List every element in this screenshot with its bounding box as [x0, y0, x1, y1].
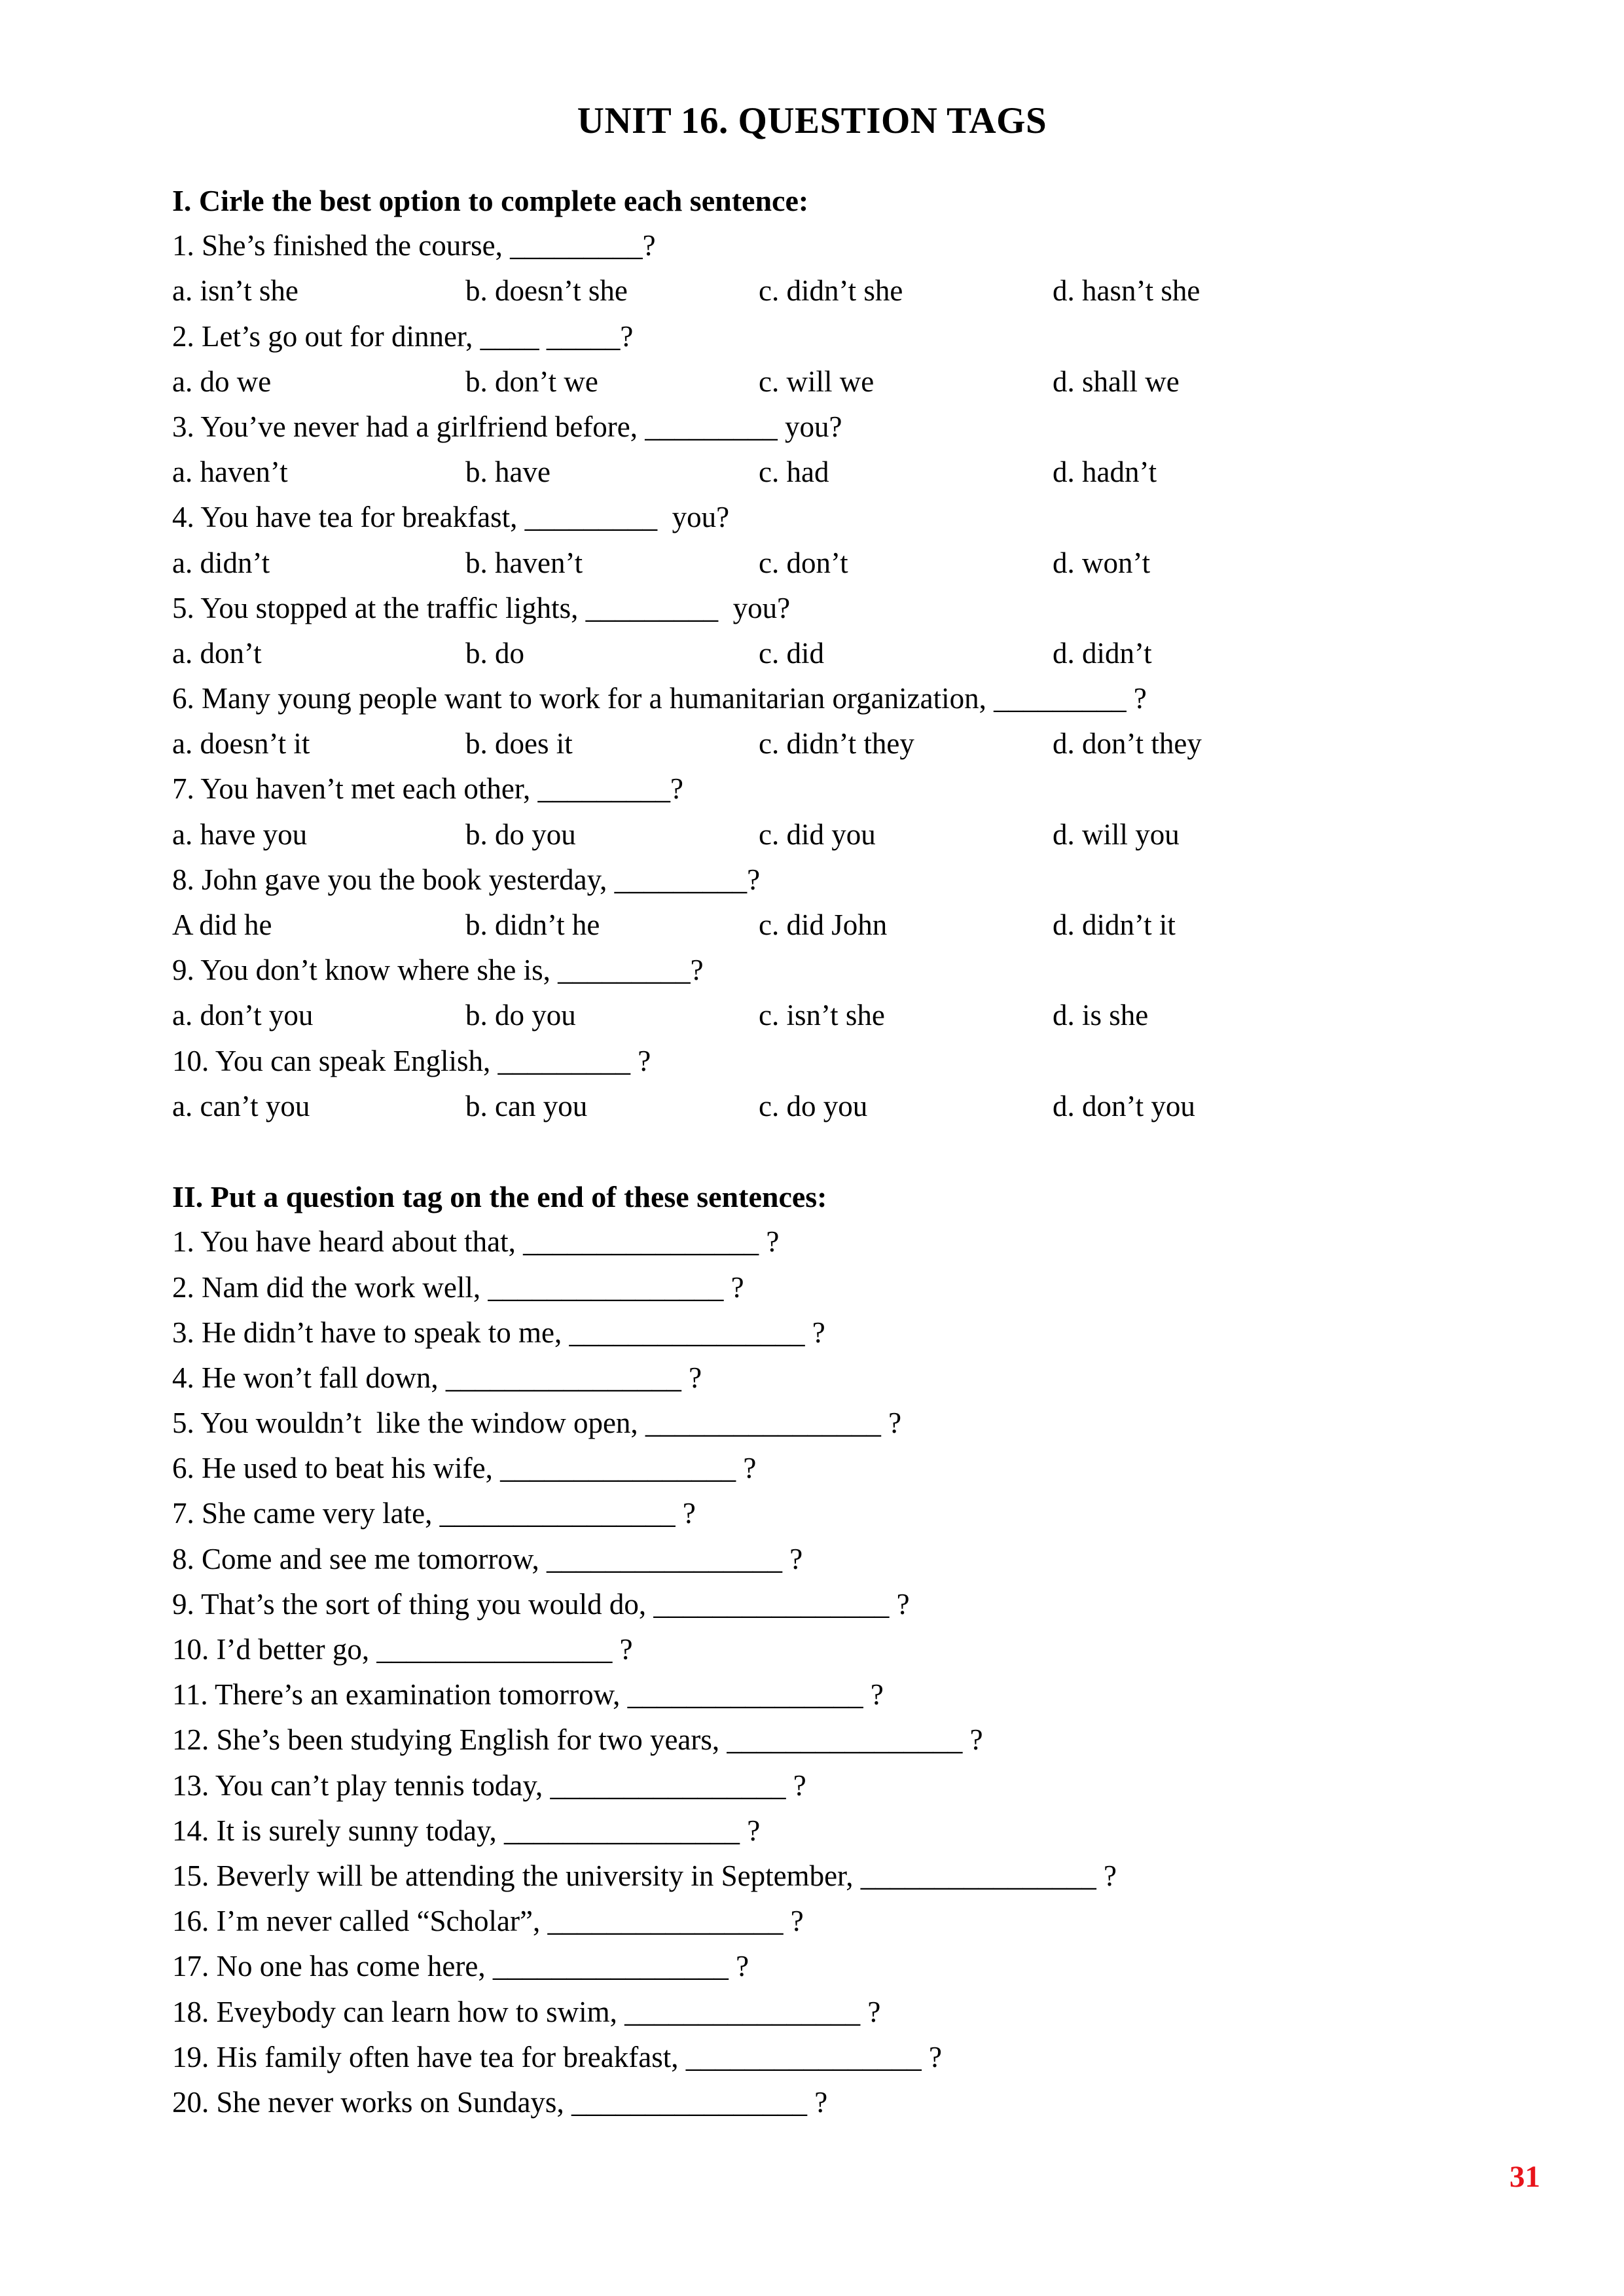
question-4-options	[172, 541, 1481, 586]
option-d[interactable]: d. shall we	[1053, 365, 1180, 398]
option-a[interactable]: a. haven’t	[172, 456, 288, 489]
question-10-text: 10. You can speak English, _________ ?	[172, 1044, 651, 1077]
option-a[interactable]: a. doesn’t it	[172, 727, 310, 761]
tag-item-8: 8. Come and see me tomorrow, ________________ ?	[172, 1542, 803, 1575]
option-d[interactable]: d. hadn’t	[1053, 456, 1157, 489]
question-9-options	[172, 993, 1481, 1038]
option-b[interactable]: b. does it	[465, 727, 573, 761]
option-d[interactable]: d. didn’t it	[1053, 908, 1176, 941]
tag-item-1: 1. You have heard about that, ________________ ?	[172, 1225, 780, 1259]
section-spacer	[172, 1129, 1481, 1174]
option-d[interactable]: d. don’t you	[1053, 1089, 1195, 1122]
question-3-options	[172, 450, 1481, 495]
tag-item-14: 14. It is surely sunny today, ________________ ?	[172, 1814, 761, 1847]
tag-item-15: 15. Beverly will be attending the university in September, ________________ ?	[172, 1859, 1117, 1892]
option-c[interactable]: c. had	[759, 456, 829, 489]
section-1-heading: I. Cirle the best option to complete each sentence:	[172, 184, 809, 217]
question-3-text: 3. You’ve never had a girlfriend before, _________ you?	[172, 410, 842, 443]
question-5-options	[172, 631, 1481, 676]
tag-item-10: 10. I’d better go, ________________ ?	[172, 1633, 633, 1666]
option-d[interactable]: d. is she	[1053, 999, 1149, 1032]
question-8-options	[172, 903, 1481, 948]
tag-item-9: 9. That’s the sort of thing you would do, ________________ ?	[172, 1587, 910, 1621]
tag-item-3: 3. He didn’t have to speak to me, ________________ ?	[172, 1316, 825, 1349]
option-a[interactable]: a. can’t you	[172, 1089, 310, 1122]
question-1-options	[172, 268, 1481, 314]
option-d[interactable]: d. will you	[1053, 817, 1180, 851]
option-c[interactable]: c. will we	[759, 365, 875, 398]
option-c[interactable]: c. don’t	[759, 546, 848, 579]
question-10-options	[172, 1084, 1481, 1129]
option-c[interactable]: c. did you	[759, 817, 876, 851]
question-7-options	[172, 812, 1481, 857]
page-title: UNIT 16. QUESTION TAGS	[577, 100, 1047, 141]
option-b[interactable]: b. can you	[465, 1089, 588, 1122]
option-a[interactable]: a. don’t you	[172, 999, 314, 1032]
tag-item-7: 7. She came very late, ________________ ?	[172, 1497, 696, 1530]
tag-item-20: 20. She never works on Sundays, ________________ ?	[172, 2085, 828, 2119]
tag-item-17: 17. No one has come here, ________________ ?	[172, 1950, 749, 1983]
question-1-text: 1. She’s finished the course, _________?	[172, 229, 656, 262]
option-a[interactable]: A did he	[172, 908, 272, 941]
option-c[interactable]: c. did	[759, 636, 824, 670]
option-b[interactable]: b. didn’t he	[465, 908, 600, 941]
option-a[interactable]: a. do we	[172, 365, 272, 398]
tag-item-5: 5. You wouldn’t like the window open, ________________ ?	[172, 1407, 902, 1440]
tag-item-12: 12. She’s been studying English for two years, ________________ ?	[172, 1723, 983, 1757]
tag-item-16: 16. I’m never called “Scholar”, ________________ ?	[172, 1905, 804, 1938]
question-8-text: 8. John gave you the book yesterday, _________?	[172, 863, 761, 896]
option-d[interactable]: d. won’t	[1053, 546, 1151, 579]
option-d[interactable]: d. don’t they	[1053, 727, 1202, 761]
option-a[interactable]: a. don’t	[172, 636, 262, 670]
tag-item-4: 4. He won’t fall down, ________________ ?	[172, 1361, 702, 1394]
tag-item-2: 2. Nam did the work well, ________________ ?	[172, 1270, 744, 1304]
option-c[interactable]: c. isn’t she	[759, 999, 885, 1032]
question-9-text: 9. You don’t know where she is, _________?	[172, 954, 704, 987]
tag-item-19: 19. His family often have tea for breakfast, ________________ ?	[172, 2040, 942, 2073]
option-b[interactable]: b. haven’t	[465, 546, 583, 579]
option-b[interactable]: b. doesn’t she	[465, 274, 628, 308]
tag-item-6: 6. He used to beat his wife, ________________ ?	[172, 1452, 757, 1485]
question-4-text: 4. You have tea for breakfast, _________ you?	[172, 501, 730, 534]
option-a[interactable]: a. isn’t she	[172, 274, 298, 308]
question-6-text: 6. Many young people want to work for a humanitarian organization, _________ ?	[172, 682, 1147, 715]
option-b[interactable]: b. do you	[465, 817, 576, 851]
question-2-text: 2. Let’s go out for dinner, ____ _____?	[172, 319, 634, 353]
option-c[interactable]: c. didn’t they	[759, 727, 914, 761]
question-6-options	[172, 721, 1481, 766]
option-c[interactable]: c. do you	[759, 1089, 868, 1122]
option-b[interactable]: b. don’t we	[465, 365, 598, 398]
option-a[interactable]: a. have you	[172, 817, 308, 851]
option-c[interactable]: c. did John	[759, 908, 888, 941]
option-d[interactable]: d. didn’t	[1053, 636, 1152, 670]
option-b[interactable]: b. do you	[465, 999, 576, 1032]
option-c[interactable]: c. didn’t she	[759, 274, 903, 308]
question-2-options	[172, 359, 1481, 404]
option-a[interactable]: a. didn’t	[172, 546, 270, 579]
page-number: 31	[1509, 2160, 1540, 2194]
tag-item-11: 11. There’s an examination tomorrow, ________________ ?	[172, 1678, 884, 1712]
tag-item-13: 13. You can’t play tennis today, ________________ ?	[172, 1768, 806, 1802]
option-d[interactable]: d. hasn’t she	[1053, 274, 1200, 308]
option-b[interactable]: b. do	[465, 636, 524, 670]
question-5-text: 5. You stopped at the traffic lights, _________ you?	[172, 591, 791, 624]
tag-item-18: 18. Eveybody can learn how to swim, ________________ ?	[172, 1995, 881, 2028]
option-b[interactable]: b. have	[465, 456, 550, 489]
question-7-text: 7. You haven’t met each other, _________?	[172, 772, 683, 806]
section-2-heading: II. Put a question tag on the end of these sentences:	[172, 1180, 827, 1214]
worksheet-content	[172, 178, 1481, 2125]
